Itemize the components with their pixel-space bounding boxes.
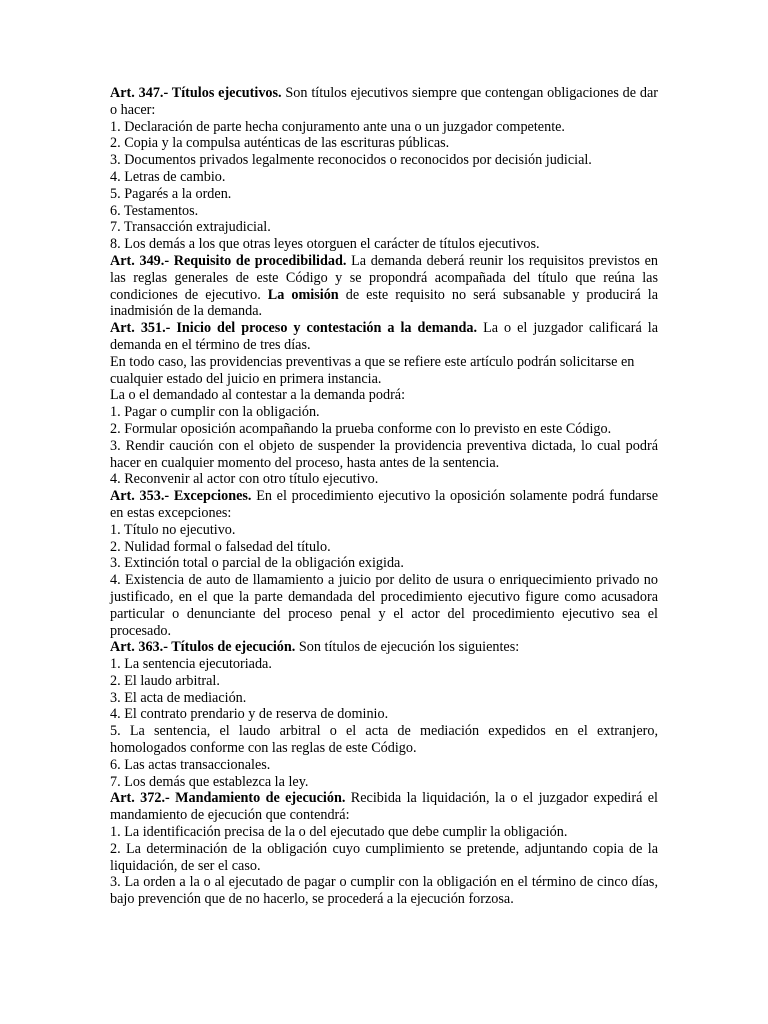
list-item: 4. El contrato prendario y de reserva de dominio. [110,706,389,723]
list-item: 7. Transacción extrajudicial. [110,219,271,236]
list-item: 1. La identificación precisa de la o del ejecutado que debe cumplir la obligación. [110,824,568,841]
article-heading: Art. 363.- Títulos de ejecución. [110,639,296,656]
article-heading: Art. 349.- Requisito de procedibilidad. [110,252,347,269]
article-intro-end: de este requisito no será subsanable y producirá la inadmisión de la demanda. [110,286,659,320]
document-page [110,85,658,908]
article-heading: Art. 372.- Mandamiento de ejecución. [110,790,346,807]
list-item: 2. Formular oposición acompañando la prueba conforme con lo previsto en este Código. [110,420,612,437]
article-351 [110,320,658,354]
article-intro: La o el juzgador calificará la demanda en el término de tres días. [110,320,659,353]
article-353 [110,488,658,522]
list-item: 8. Los demás a los que otras leyes otorguen el carácter de títulos ejecutivos. [110,236,540,253]
list-item: 1. Título no ejecutivo. [110,521,236,538]
list-item: 2. La determinación de la obligación cuyo cumplimiento se pretende, adjuntando copia de la liquidación, de ser el caso. [110,840,658,874]
article-intro: Son títulos de ejecución los siguientes: [298,639,520,656]
bold-phrase: La omisión [267,286,339,303]
list-item: 5. Pagarés a la orden. [110,185,232,202]
paragraph: En todo caso, las providencias preventivas a que se refiere este artículo podrán solicitarse en cualquier estado del juicio en primera instancia. [110,353,635,387]
list-item: 7. Los demás que establezca la ley. [110,773,309,790]
article-349 [110,253,658,320]
article-363 [110,639,658,656]
list-item: 5. La sentencia, el laudo arbitral o el acta de mediación expedidos en el extranjero, homologados conforme con las reglas de este Código. [110,723,658,757]
article-heading: Art. 351.- Inicio del proceso y contestación a la demanda. [110,320,478,337]
list-item: 3. El acta de mediación. [110,689,247,706]
list-item: 3. Rendir caución con el objeto de suspender la providencia preventiva dictada, lo cual podrá hacer en cualquier momento del proceso, hasta antes de la sentencia. [110,437,658,471]
paragraph: La o el demandado al contestar a la demanda podrá: [110,387,406,404]
article-347 [110,85,658,119]
list-item: 3. La orden a la o al ejecutado de pagar o cumplir con la obligación en el término de cinco días, bajo prevención que de no hacerlo, se procederá a la ejecución forzosa. [110,874,658,908]
article-intro: Recibida la liquidación, la o el juzgador expedirá el mandamiento de ejecución que contendrá: [110,790,659,824]
list-item: 6. Testamentos. [110,202,199,219]
article-intro: En el procedimiento ejecutivo la oposición solamente podrá fundarse en estas excepciones: [110,488,659,521]
list-item: 1. Declaración de parte hecha conjuramento ante una o un juzgador competente. [110,118,565,135]
article-372 [110,790,658,824]
list-item: 1. La sentencia ejecutoriada. [110,656,272,673]
list-item: 1. Pagar o cumplir con la obligación. [110,404,320,421]
list-item: 2. El laudo arbitral. [110,672,220,689]
article-heading: Art. 353.- Excepciones. [110,488,252,505]
list-item: 4. Letras de cambio. [110,168,226,185]
article-intro: La demanda deberá reunir los requisitos previstos en las reglas generales de este Código y se propondrá acompañada del título que reúna las condiciones de ejecutivo. [110,252,658,303]
list-item: 6. Las actas transaccionales. [110,756,271,773]
list-item: 2. Nulidad formal o falsedad del título. [110,538,331,555]
list-item: 3. Documentos privados legalmente reconocidos o reconocidos por decisión judicial. [110,152,592,169]
list-item: 3. Extinción total o parcial de la obligación exigida. [110,555,404,572]
list-item: 4. Existencia de auto de llamamiento a juicio por delito de usura o enriquecimiento privado no justificado, en el que la parte demandada del procedimiento ejecutivo figure como acusadora particular o denunciante del proceso penal y el actor del procedimiento ejecutivo sea el procesado. [110,572,658,639]
article-intro: Son títulos ejecutivos siempre que contengan obligaciones de dar o hacer: [110,85,658,118]
list-item: 2. Copia y la compulsa auténticas de las escrituras públicas. [110,135,450,152]
article-heading: Art. 347.- Títulos ejecutivos. [110,85,282,101]
list-item: 4. Reconvenir al actor con otro título ejecutivo. [110,471,379,488]
